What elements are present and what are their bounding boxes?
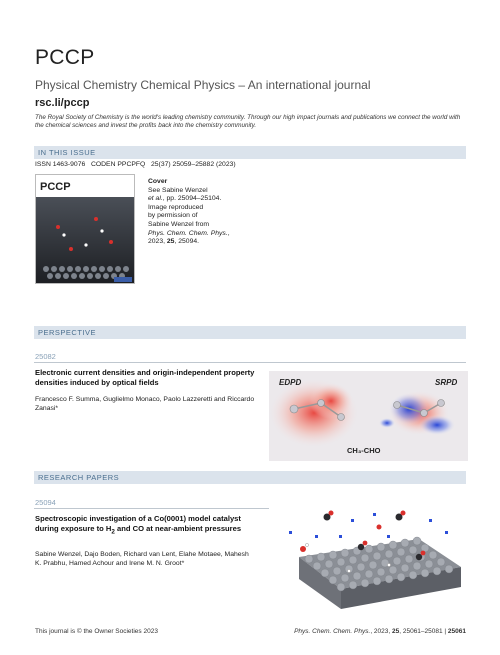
- cover-line: Sabine Wenzel from: [148, 220, 210, 228]
- fig-label-molecule: CH₃-CHO: [347, 446, 381, 455]
- cover-heading: Cover: [148, 178, 168, 185]
- fig-label-srpd: SRPD: [435, 378, 458, 387]
- page-number: 25061: [447, 628, 466, 635]
- journal-url-link[interactable]: rsc.li/pccp: [35, 97, 90, 109]
- cover-thumbnail[interactable]: [35, 174, 135, 284]
- section-label: RESEARCH PAPERS: [38, 473, 120, 482]
- section-label: IN THIS ISSUE: [38, 148, 96, 157]
- section-bar-in-this-issue: [34, 146, 466, 159]
- volume-info: 25(37) 25059–25882 (2023): [151, 161, 236, 168]
- cover-line: Image reproduced: [148, 203, 204, 211]
- cover-line: et al., pp. 25094–25104.: [148, 195, 222, 203]
- divider: [34, 362, 466, 363]
- article-title-link[interactable]: Spectroscopic investigation of a Co(0001) model catalyst during exposure to $H_2$ and CO at near-ambient pressures: [35, 514, 242, 536]
- journal-subtitle: Physical Chemistry Chemical Physics – An international journal: [35, 78, 371, 92]
- cover-line: 2023, 25, 25094.: [148, 238, 200, 246]
- catalyst-surface-figure: [269, 505, 468, 613]
- footer-copyright: This journal is © the Owner Societies 2023: [35, 628, 158, 635]
- cover-logo: PCCP: [40, 181, 71, 193]
- section-bar-research-papers: [34, 471, 466, 484]
- article-title-link[interactable]: Electronic current densities and origin-independent property densities induced by optical fields: [35, 368, 255, 387]
- cover-line: See Sabine Wenzel: [148, 186, 208, 194]
- coden: CODEN PPCPFQ: [90, 161, 146, 168]
- journal-title: PCCP: [35, 46, 95, 69]
- current-density-figure: [269, 371, 468, 461]
- issn: ISSN 1463-9076: [35, 161, 86, 168]
- fig-label-edpd: EDPD: [279, 378, 302, 387]
- cover-line: Phys. Chem. Chem. Phys.,: [148, 229, 230, 237]
- issn-line: [35, 161, 236, 168]
- article-authors: Sabine Wenzel, Dajo Boden, Richard van Lent, Elahe Motaee, Mahesh K. Prabhu, Hamed Achour and Irene M. N. Groot*: [35, 551, 249, 567]
- cover-caption: [148, 178, 258, 247]
- rsc-blurb: The Royal Society of Chemistry is the world's leading chemistry community. Through our high impact journals and publications we connect the world with the chemical sciences and invest the profits back into the chemistry community.: [35, 114, 461, 130]
- cover-art-image: [36, 197, 135, 284]
- article-authors: Francesco F. Summa, Guglielmo Monaco, Paolo Lazzeretti and Riccardo Zanasi*: [35, 396, 255, 412]
- article-page-number: 25094: [35, 498, 56, 507]
- cover-line: by permission of: [148, 212, 198, 220]
- section-label: PERSPECTIVE: [38, 328, 97, 337]
- article-page-number: 25082: [35, 352, 56, 361]
- section-bar-perspective: [34, 326, 466, 339]
- footer-citation: Phys. Chem. Chem. Phys., 2023, 25, 25061–25081 | 25061: [294, 628, 466, 635]
